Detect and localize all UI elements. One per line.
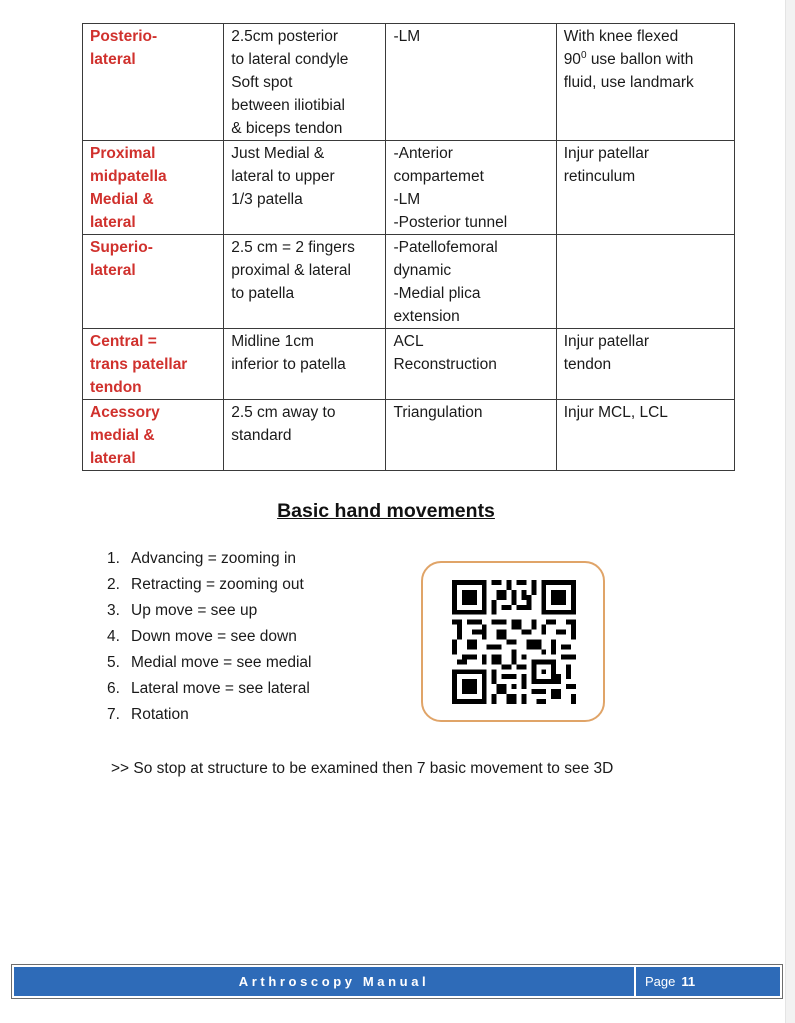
notes-cell xyxy=(556,235,734,329)
cell-line: -Posterior tunnel xyxy=(393,214,508,231)
cell-line: 2.5 cm = 2 fingers xyxy=(231,239,355,256)
list-text: Rotation xyxy=(131,706,189,723)
list-text: Retracting = zooming out xyxy=(131,576,304,593)
location-cell xyxy=(224,400,386,471)
cell-line: -Patellofemoral xyxy=(393,239,498,256)
cell-line: Reconstruction xyxy=(393,356,497,373)
cell-line: Injur MCL, LCL xyxy=(563,404,668,421)
cell-line: Triangulation xyxy=(393,404,483,421)
cell-line: tendon xyxy=(90,379,142,396)
notes-cell xyxy=(556,329,734,400)
list-number: 3. xyxy=(107,602,120,619)
portal-name-cell xyxy=(83,141,224,235)
cell-line: lateral xyxy=(90,450,136,467)
cell-line: trans patellar xyxy=(90,356,188,373)
use-cell xyxy=(386,329,556,400)
cell-line: lateral xyxy=(90,214,136,231)
cell-line: Central = xyxy=(90,333,157,350)
table-row xyxy=(83,235,735,329)
portal-name-cell xyxy=(83,235,224,329)
cell-line: dynamic xyxy=(393,262,452,279)
page-number xyxy=(636,967,780,996)
cell-line: -LM xyxy=(393,28,421,45)
cell-line: to patella xyxy=(231,285,295,302)
cell-line: Superio- xyxy=(90,239,153,256)
footer-title: Arthroscopy Manual xyxy=(14,967,634,996)
cell-line: ACL xyxy=(393,333,424,350)
cell-text: use ballon with xyxy=(590,51,694,68)
cell-line: proximal & lateral xyxy=(231,262,351,279)
cell-line: -LM xyxy=(393,191,421,208)
cell-line: With knee flexed xyxy=(563,28,679,45)
page-gutter xyxy=(785,0,795,1023)
cell-line: lateral to upper xyxy=(231,168,335,185)
table-row xyxy=(83,400,735,471)
list-number: 4. xyxy=(107,628,120,645)
notes-cell xyxy=(556,400,734,471)
qr-code-frame[interactable] xyxy=(421,561,605,722)
cell-line: midpatella xyxy=(90,168,167,185)
cell-line: Posterio- xyxy=(90,28,158,45)
list-item xyxy=(107,676,312,702)
list-item xyxy=(107,650,312,676)
cell-line: & biceps tendon xyxy=(231,120,343,137)
cell-line: Injur patellar xyxy=(563,145,649,162)
degree-value: 90 xyxy=(563,51,581,68)
list-item xyxy=(107,546,312,572)
use-cell xyxy=(386,400,556,471)
list-number: 6. xyxy=(107,680,120,697)
location-cell xyxy=(224,141,386,235)
cell-line: medial & xyxy=(90,427,155,444)
list-number: 7. xyxy=(107,706,120,723)
list-item xyxy=(107,572,312,598)
cell-line: Injur patellar xyxy=(563,333,649,350)
notes-cell xyxy=(556,141,734,235)
cell-line: inferior to patella xyxy=(231,356,346,373)
use-cell xyxy=(386,141,556,235)
table-row xyxy=(83,329,735,400)
qr-code-icon xyxy=(452,578,576,706)
location-cell xyxy=(224,329,386,400)
use-cell xyxy=(386,24,556,141)
portals-table xyxy=(82,23,735,471)
list-number: 5. xyxy=(107,654,120,671)
movements-list xyxy=(107,546,312,728)
note-text: >> So stop at structure to be examined then 7 basic movement to see 3D xyxy=(111,760,614,777)
cell-line: lateral xyxy=(90,262,136,279)
cell-line: Midline 1cm xyxy=(231,333,314,350)
use-cell xyxy=(386,235,556,329)
cell-line: Acessory xyxy=(90,404,160,421)
cell-line: tendon xyxy=(563,356,612,373)
portal-name-cell xyxy=(83,400,224,471)
list-text: Advancing = zooming in xyxy=(131,550,297,567)
cell-line: to lateral condyle xyxy=(231,51,349,68)
list-item xyxy=(107,598,312,624)
cell-line: extension xyxy=(393,308,460,325)
cell-line: lateral xyxy=(90,51,136,68)
cell-line: 2.5cm posterior xyxy=(231,28,339,45)
cell-line: Medial & xyxy=(90,191,154,208)
cell-line: standard xyxy=(231,427,292,444)
list-number: 2. xyxy=(107,576,120,593)
portal-name-cell xyxy=(83,329,224,400)
list-text: Lateral move = see lateral xyxy=(131,680,310,697)
table-row xyxy=(83,24,735,141)
list-number: 1. xyxy=(107,550,120,567)
list-text: Down move = see down xyxy=(131,628,297,645)
list-text: Up move = see up xyxy=(131,602,258,619)
cell-line: compartemet xyxy=(393,168,484,185)
list-text: Medial move = see medial xyxy=(131,654,312,671)
portal-name-cell xyxy=(83,24,224,141)
table-row xyxy=(83,141,735,235)
notes-cell xyxy=(556,24,734,141)
cell-line: -Medial plica xyxy=(393,285,481,302)
page-label: Page xyxy=(645,974,676,989)
page-footer xyxy=(11,964,783,999)
degree-superscript: 0 xyxy=(580,49,587,61)
cell-line: -Anterior xyxy=(393,145,453,162)
list-item xyxy=(107,624,312,650)
page-number-value: 11 xyxy=(681,974,696,989)
location-cell xyxy=(224,24,386,141)
cell-line: retinculum xyxy=(563,168,636,185)
cell-line: Soft spot xyxy=(231,74,293,91)
cell-line: 2.5 cm away to xyxy=(231,404,336,421)
section-heading: Basic hand movements xyxy=(277,500,495,522)
cell-line: fluid, use landmark xyxy=(563,74,694,91)
list-item xyxy=(107,702,312,728)
cell-line xyxy=(564,48,727,71)
cell-line: between iliotibial xyxy=(231,97,345,114)
cell-line: Just Medial & xyxy=(231,145,325,162)
cell-line: Proximal xyxy=(90,145,156,162)
cell-line: 1/3 patella xyxy=(231,191,303,208)
location-cell xyxy=(224,235,386,329)
